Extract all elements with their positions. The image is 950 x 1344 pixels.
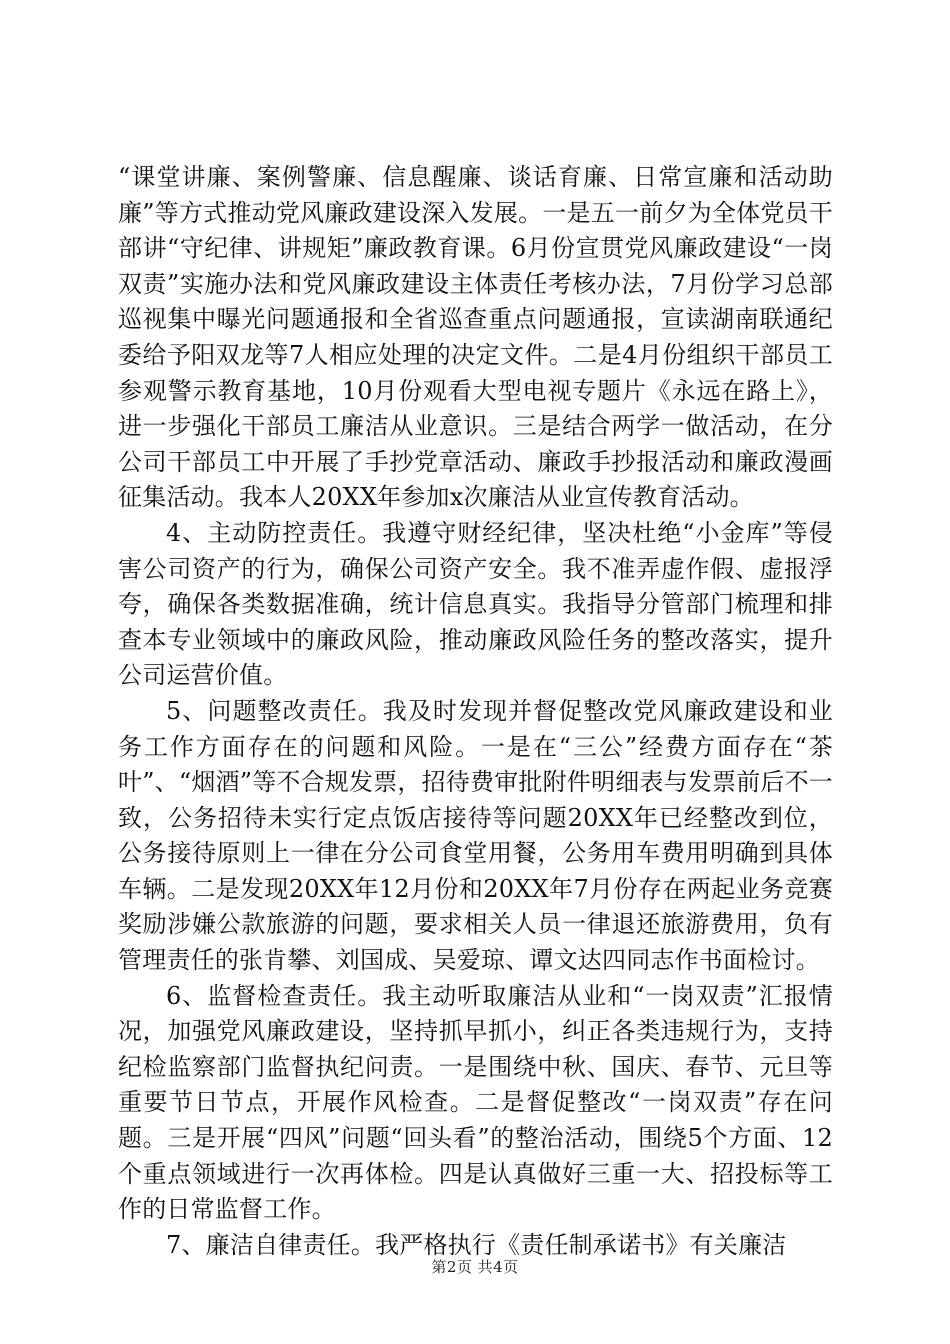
document-body: [118, 160, 833, 1263]
paragraph-item-7: 7、廉洁自律责任。我严格执行《责任制承诺书》有关廉洁: [166, 1230, 787, 1259]
page-footer: 第2页 共4页: [431, 1258, 519, 1276]
paragraph-item-5: 5、问题整改责任。我及时发现并督促整改党风廉政建设和业务工作方面存在的问题和风险。一是在“三公”经费方面存在“茶叶”、“烟酒”等不合规发票，招待费审批附件明细表与发票前后不一致，公务招待未实行定点饭店接待等问题20XX年已经整改到位，公务接待原则上一律在分公司食堂用餐，公务用车费用明确到具体车辆。二是发现20XX年12月份和20XX年7月份存在两起业务竞赛奖励涉嫌公款旅游的问题，要求相关人员一律退还旅游费用，负有管理责任的张肯攀、刘国成、吴爱琼、谭文达四同志作书面检讨。: [118, 696, 834, 975]
paragraph-item-6: 6、监督检查责任。我主动听取廉洁从业和“一岗双责”汇报情况，加强党风廉政建设，坚持抓早抓小，纠正各类违规行为，支持纪检监察部门监督执纪问责。一是围绕中秋、国庆、春节、元旦等重要节日节点，开展作风检查。二是督促整改“一岗双责”存在问题。三是开展“四风”问题“回头看”的整治活动，围绕5个方面、12个重点领域进行一次再体检。四是认真做好三重一大、招投标等工作的日常监督工作。: [118, 981, 833, 1224]
paragraph-item-4: 4、主动防控责任。我遵守财经纪律，坚决杜绝“小金库”等侵害公司资产的行为，确保公司资产安全。我不准弄虚作假、虚报浮夸，确保各类数据准确，统计信息真实。我指导分管部门梳理和排查本专业领域中的廉政风险，推动廉政风险任务的整改落实，提升公司运营价值。: [118, 518, 833, 690]
paragraph-continuation: “课堂讲廉、案例警廉、信息醒廉、谈话育廉、日常宣廉和活动助廉”等方式推动党风廉政建设深入发展。一是五一前夕为全体党员干部讲“守纪律、讲规矩”廉政教育课。6月份宣贯党风廉政建设“一岗双责”实施办法和党风廉政建设主体责任考核办法，7月份学习总部巡视集中曝光问题通报和全省巡查重点问题通报，宣读湖南联通纪委给予阳双龙等7人相应处理的决定文件。二是4月份组织干部员工参观警示教育基地，10月份观看大型电视专题片《永远在路上》，进一步强化干部员工廉洁从业意识。三是结合两学一做活动，在分公司干部员工中开展了手抄党章活动、廉政手抄报活动和廉政漫画征集活动。我本人20XX年参加x次廉洁从业宣传教育活动。: [118, 163, 833, 512]
